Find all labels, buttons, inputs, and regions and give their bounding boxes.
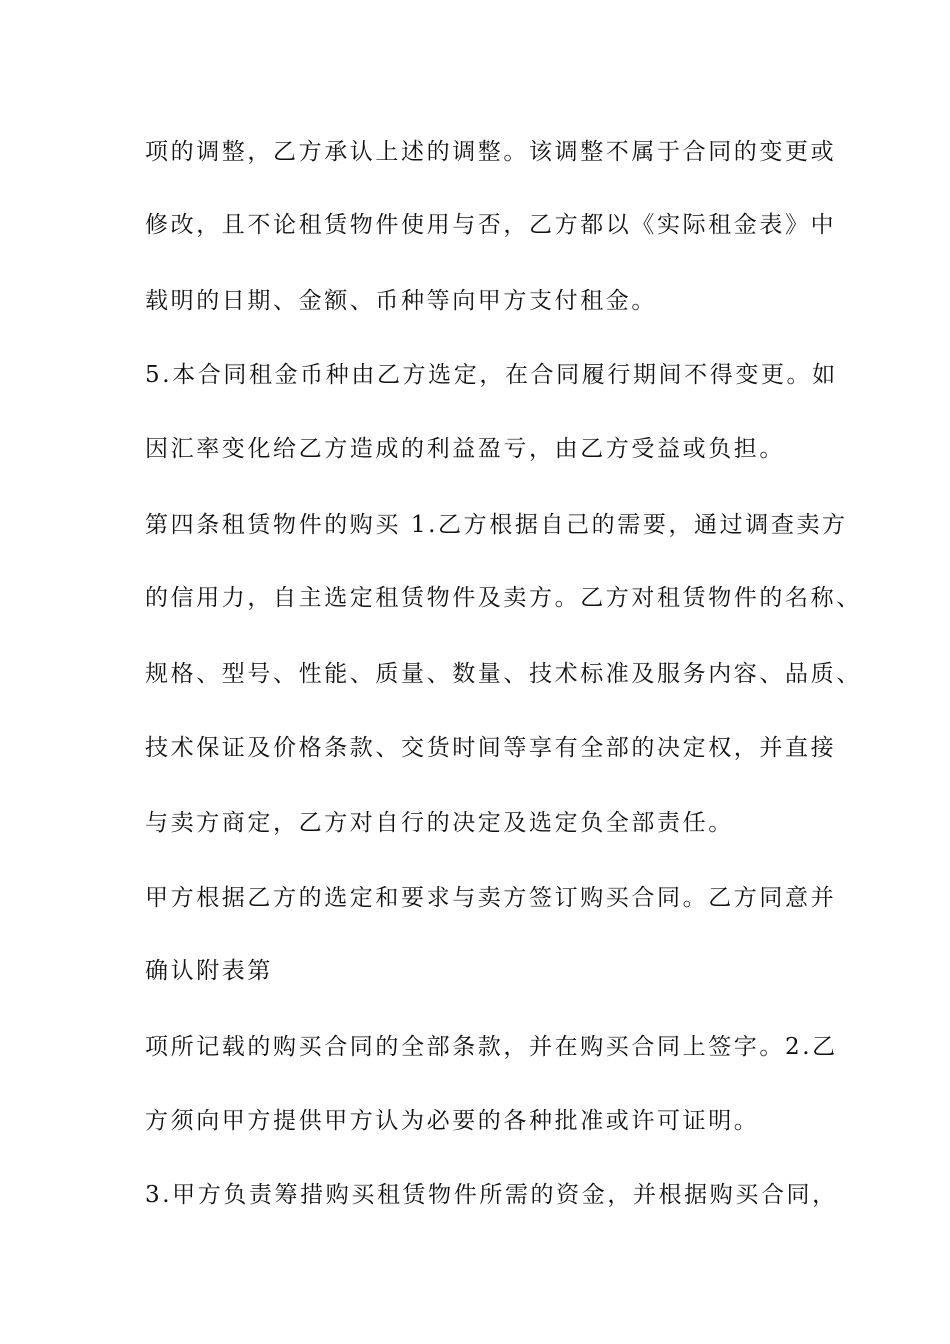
text-line: 规格、型号、性能、质量、数量、技术标准及服务内容、品质、 xyxy=(145,661,862,687)
text-line: 项所记载的购买合同的全部条款，并在购买合同上签字。2.乙 xyxy=(145,1034,838,1060)
text-line: 甲方根据乙方的选定和要求与卖方签订购买合同。乙方同意并 xyxy=(145,885,837,911)
text-line: 第四条租赁物件的购买 1.乙方根据自己的需要，通过调查卖方 xyxy=(145,512,848,538)
text-line: 因汇率变化给乙方造成的利益盈亏，由乙方受益或负担。 xyxy=(145,436,785,462)
text-line: 方须向甲方提供甲方认为必要的各种批准或许可证明。 xyxy=(145,1108,760,1134)
text-line: 与卖方商定，乙方对自行的决定及选定负全部责任。 xyxy=(145,810,734,836)
text-line: 修改，且不论租赁物件使用与否，乙方都以《实际租金表》中 xyxy=(145,212,837,238)
text-line: 5.本合同租金币种由乙方选定，在合同履行期间不得变更。如 xyxy=(145,362,838,388)
text-line: 的信用力，自主选定租赁物件及卖方。乙方对租赁物件的名称、 xyxy=(145,585,862,611)
text-line: 技术保证及价格条款、交货时间等享有全部的决定权，并直接 xyxy=(145,735,837,761)
text-line: 确认附表第 xyxy=(145,958,273,984)
text-line: 载明的日期、金额、币种等向甲方支付租金。 xyxy=(145,288,657,314)
text-line: 项的调整，乙方承认上述的调整。该调整不属于合同的变更或 xyxy=(145,139,837,165)
text-line: 3.甲方负责筹措购买租赁物件所需的资金，并根据购买合同， xyxy=(145,1182,838,1208)
